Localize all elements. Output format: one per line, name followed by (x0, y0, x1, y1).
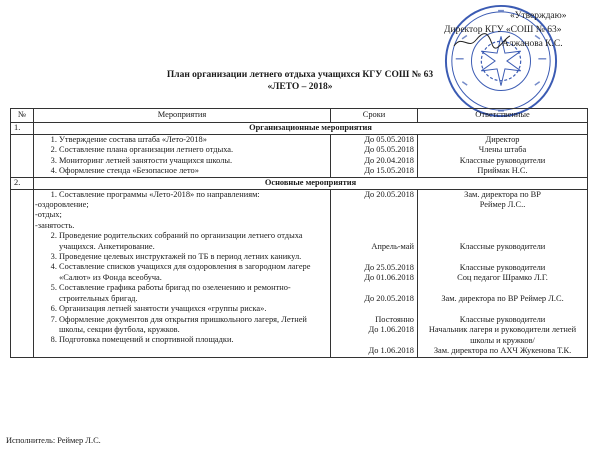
date-cell: До 25.05.2018 (364, 262, 414, 272)
section-row (11, 123, 588, 135)
list-item: 2. Проведение родительских собраний по организации летнего отдыха учащихся. Анкетирование. (59, 231, 327, 252)
list-item (59, 190, 327, 200)
date-cell: До 20.05.2018 (364, 189, 414, 199)
table-row (11, 135, 588, 178)
plan-table (10, 108, 588, 358)
responsible-cell: Члены штаба (478, 145, 527, 155)
executor-line: Исполнитель: Реймер Л.С. (6, 436, 101, 445)
responsible-cell: Зам. директора по ВР (464, 189, 541, 199)
header-num: № (11, 109, 34, 123)
responsible-cell: Зам. директора по ВР Реймер Л.С. (441, 294, 564, 304)
approval-label: «Утверждаю» (510, 11, 567, 21)
responsible-cell: Классные руководители (459, 315, 546, 325)
responsible-cell: Реймер Л.С.. (479, 200, 526, 210)
section-num: 1. (11, 123, 34, 135)
activity-text: Составление программы «Лето-2018» по направлениям: (59, 189, 260, 199)
sub-item: -занятость. (35, 220, 75, 230)
responsible-cell: Классные руководители (459, 155, 546, 165)
responsible-cell: Начальник лагеря и руководители летней школы и кружков/ (428, 325, 577, 345)
signatory-name: Алжанова К.С. (502, 39, 563, 49)
list-item: 3. Мониторинг летней занятости учащихся школы. (59, 156, 327, 166)
responsible-cell: Директор (485, 135, 520, 144)
list-item: 8. Подготовка помещений и спортивной площадки. (59, 335, 327, 345)
document-subtitle: «ЛЕТО – 2018» (267, 82, 333, 92)
date-cell: До 05.05.2018 (364, 135, 414, 144)
list-item: 1. Утверждение состава штаба «Лето-2018» (59, 135, 327, 145)
list-item: 4. Составление списков учащихся для оздоровления в загородном лагере «Салют» из Фонда всеобуча. (59, 262, 327, 283)
responsible-cell: Классные руководители (459, 242, 546, 252)
section-num: 2. (11, 177, 34, 189)
section-title: Основные мероприятия (34, 177, 588, 189)
activity-list (37, 135, 327, 177)
list-item: 2. Составление плана организации летнего отдыха. (59, 145, 327, 155)
header-activities: Мероприятия (34, 109, 331, 123)
sub-item: -оздоровление; (35, 200, 89, 210)
sub-item: -отдых; (35, 210, 62, 220)
list-item: 3. Проведение целевых инструктажей по ТБ в период летних каникул. (59, 252, 327, 262)
list-item: 4. Оформление стенда «Безопасное лето» (59, 166, 327, 176)
document-title: План организации летнего отдыха учащихся КГУ СОШ № 63 (166, 70, 434, 80)
signature-icon (452, 30, 512, 52)
date-cell: До 1.06.2018 (368, 345, 414, 355)
list-item: 6. Организация летней занятости учащихся «группы риска». (59, 304, 327, 314)
date-cell: До 01.06.2018 (364, 272, 414, 282)
responsible-cell: Приймак Н.С. (477, 166, 528, 176)
responsible-cell: Зам. директора по АХЧ Жукенова Т.К. (433, 346, 572, 356)
date-cell: До 1.06.2018 (368, 324, 414, 334)
date-cell: До 20.04.2018 (364, 155, 414, 165)
header-dates: Сроки (331, 109, 418, 123)
approval-block (392, 4, 592, 74)
date-cell: До 20.05.2018 (364, 293, 414, 303)
list-item: 5. Составление графика работы бригад по озеленению и ремонтно-строительных бригад. (59, 283, 327, 304)
date-cell: Апрель-май (371, 241, 414, 251)
section-title: Организационные мероприятия (34, 123, 588, 135)
list-item: 7. Оформление документов для открытия пришкольного лагеря, Летней школы, секции футбола, кружков. (59, 315, 327, 336)
date-cell: Постоянно (375, 314, 414, 324)
responsible-cell: Соц педагог Шрамко Л.Г. (457, 273, 548, 283)
director-line: Директор КГУ «СОШ № 63» (444, 25, 562, 35)
date-cell: До 15.05.2018 (364, 166, 414, 176)
section-row (11, 177, 588, 189)
table-row (11, 189, 588, 357)
activity-list (37, 231, 327, 345)
date-cell: До 05.05.2018 (364, 145, 414, 155)
activity-list (37, 190, 327, 200)
responsible-cell: Классные руководители (459, 263, 546, 273)
table-header-row (11, 109, 588, 123)
header-responsible: Ответственные (418, 109, 588, 123)
